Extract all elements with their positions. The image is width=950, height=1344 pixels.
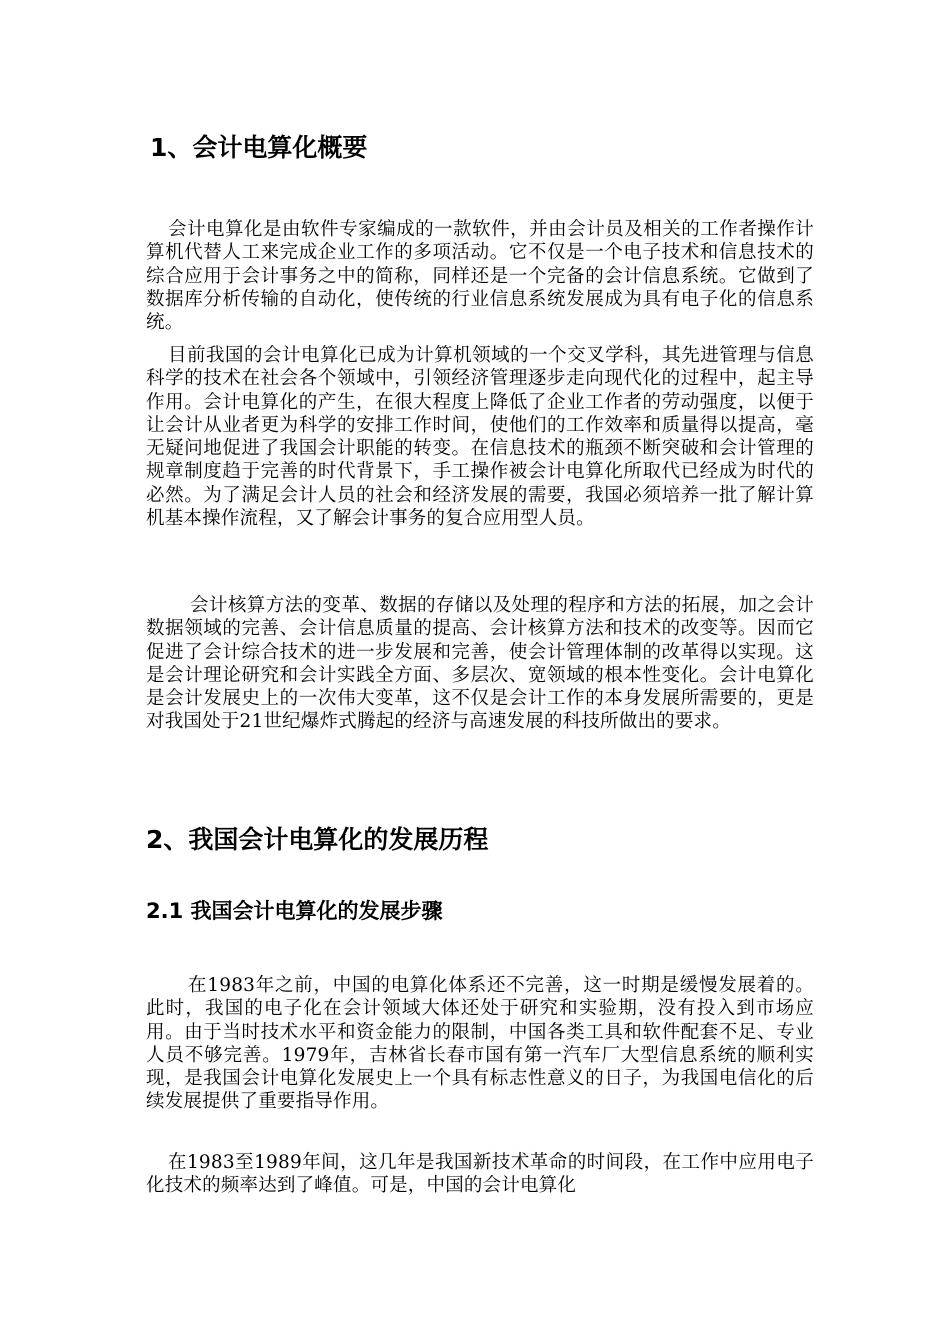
paragraph: 会计电算化是由软件专家编成的一款软件，并由会计员及相关的工作者操作计算机代替人工来完成企业工作的多项活动。它不仅是一个电子技术和信息技术的综合应用于会计事务之中的简称，同样还是一个完备的会计信息系统。它做到了数据库分析传输的自动化，使传统的行业信息系统发展成为具有电子化的信息系统。 <box>146 219 814 334</box>
subsection-heading-2-1: 2.1 我国会计电算化的发展步骤 <box>146 899 443 923</box>
paragraph: 在1983年之前，中国的电算化体系还不完善，这一时期是缓慢发展着的。此时，我国的电子化在会计领域大体还处于研究和实验期，没有投入到市场应用。由于当时技术水平和资金能力的限制，中国各类工具和软件配套不足、专业人员不够完善。1979年，吉林省长春市国有第一汽车厂大型信息系统的顺利实现，是我国会计电算化发展史上一个具有标志性意义的日子，为我国电信化的后续发展提供了重要指导作用。 <box>146 975 814 1113</box>
section-heading-1: 1、会计电算化概要 <box>150 133 368 162</box>
paragraph: 会计核算方法的变革、数据的存储以及处理的程序和方法的拓展，加之会计数据领域的完善、会计信息质量的提高、会计核算方法和技术的改变等。因而它促进了会计综合技术的进一步发展和完善，使会计管理体制的改革得以实现。这是会计理论研究和会计实践全方面、多层次、宽领域的根本性变化。会计电算化是会计发展史上的一次伟大变革，这不仅是会计工作的本身发展所需要的，更是对我国处于21世纪爆炸式腾起的经济与高速发展的科技所做出的要求。 <box>146 595 814 733</box>
section-heading-2: 2、我国会计电算化的发展历程 <box>146 825 489 854</box>
paragraph: 目前我国的会计电算化已成为计算机领域的一个交叉学科，其先进管理与信息科学的技术在社会各个领域中，引领经济管理逐步走向现代化的过程中，起主导作用。会计电算化的产生，在很大程度上降低了企业工作者的劳动强度，以便于让会计从业者更为科学的安排工作时间，使他们的工作效率和质量得以提高，毫无疑问地促进了我国会计职能的转变。在信息技术的瓶颈不断突破和会计管理的规章制度趋于完善的时代背景下，手工操作被会计电算化所取代已经成为时代的必然。为了满足会计人员的社会和经济发展的需要，我国必须培养一批了解计算机基本操作流程，又了解会计事务的复合应用型人员。 <box>146 345 814 530</box>
paragraph: 在1983至1989年间，这几年是我国新技术革命的时间段，在工作中应用电子化技术的频率达到了峰值。可是，中国的会计电算化 <box>146 1152 814 1197</box>
